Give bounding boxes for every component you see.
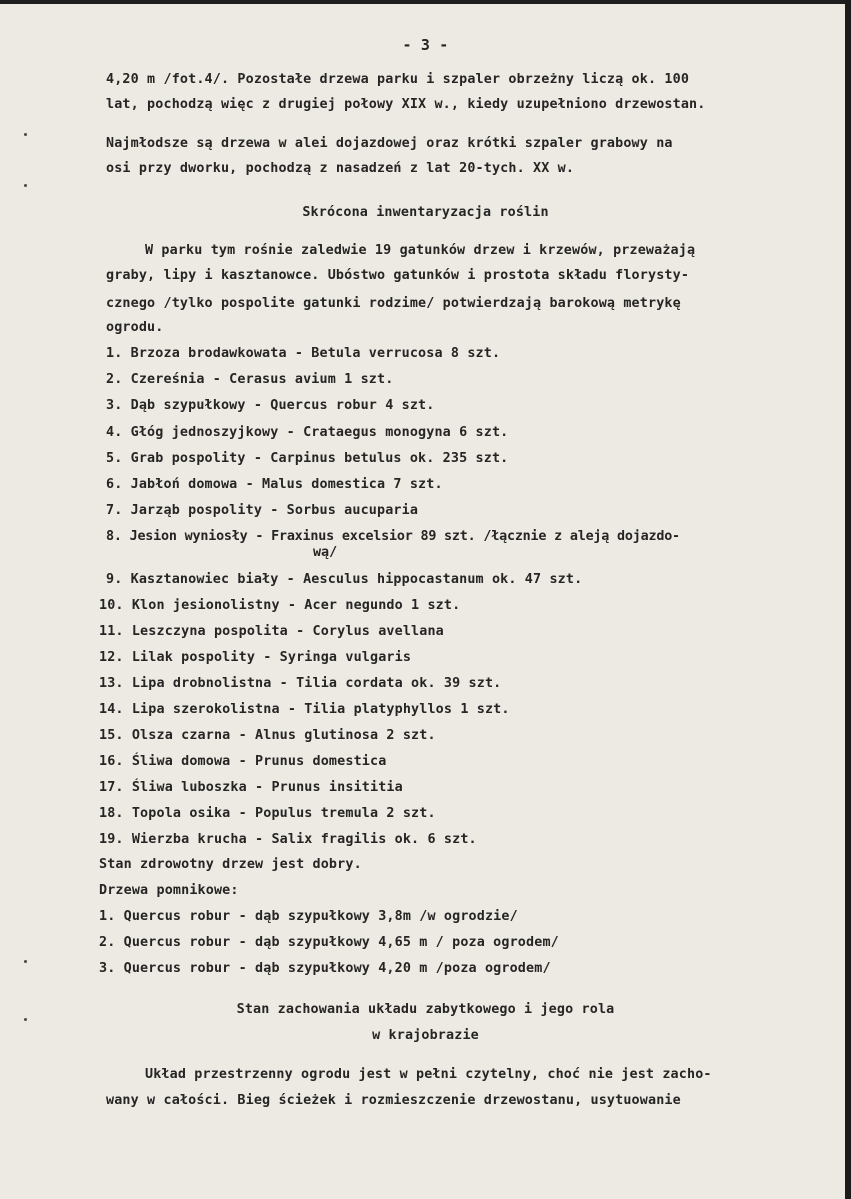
species-item: 5. Grab pospolity - Carpinus betulus ok. 235 szt. [106,451,509,466]
section-heading: Stan zachowania układu zabytkowego i jego rola [236,1002,615,1017]
section-heading: w krajobrazie [372,1028,479,1043]
species-item: 15. Olsza czarna - Alnus glutinosa 2 szt. [99,728,436,743]
species-item: 4. Głóg jednoszyjkowy - Crataegus monogyna 6 szt. [106,425,509,440]
scan-border-top [0,0,851,4]
species-item: 1. Brzoza brodawkowata - Betula verrucosa 8 szt. [106,346,501,361]
paragraph-line: Układ przestrzenny ogrodu jest w pełni czytelny, choć nie jest zacho- [145,1067,712,1082]
species-item: 11. Leszczyna pospolita - Corylus avellana [99,624,444,639]
monument-item: 2. Quercus robur - dąb szypułkowy 4,65 m / poza ogrodem/ [99,935,559,950]
paragraph-line: graby, lipy i kasztanowce. Ubóstwo gatunków i prostota składu florysty- [106,268,690,283]
species-item: 16. Śliwa domowa - Prunus domestica [99,754,387,769]
monument-item: 1. Quercus robur - dąb szypułkowy 3,8m /w ogrodzie/ [99,909,518,924]
margin-dot [24,184,27,187]
species-item: 12. Lilak pospolity - Syringa vulgaris [99,650,412,665]
monuments-heading: Drzewa pomnikowe: [99,883,239,898]
species-item: 18. Topola osika - Populus tremula 2 szt. [99,806,436,821]
species-item: 19. Wierzba krucha - Salix fragilis ok. 6 szt. [99,832,477,847]
page-number: - 3 - [402,36,449,54]
species-item: 2. Czereśnia - Cerasus avium 1 szt. [106,372,394,387]
species-item: 14. Lipa szerokolistna - Tilia platyphyllos 1 szt. [99,702,510,717]
species-item: 13. Lipa drobnolistna - Tilia cordata ok. 39 szt. [99,676,502,691]
species-item-wrap: wą/ [313,545,338,560]
intro-line: 4,20 m /fot.4/. Pozostałe drzewa parku i szpaler obrzeżny liczą ok. 100 [106,72,690,87]
paragraph-line: ogrodu. [106,320,164,335]
species-item: 6. Jabłoń domowa - Malus domestica 7 szt. [106,477,443,492]
paragraph-line: wany w całości. Bieg ścieżek i rozmieszczenie drzewostanu, usytuowanie [106,1093,681,1108]
species-item: 10. Klon jesionolistny - Acer negundo 1 szt. [99,598,461,613]
species-item: 7. Jarząb pospolity - Sorbus aucuparia [106,503,419,518]
intro-line: osi przy dworku, pochodzą z nasadzeń z lat 20-tych. XX w. [106,161,575,176]
margin-dot [24,960,27,963]
species-item: 3. Dąb szypułkowy - Quercus robur 4 szt. [106,398,435,413]
margin-dot [24,133,27,136]
margin-dot [24,1018,27,1021]
intro-line: Najmłodsze są drzewa w alei dojazdowej oraz krótki szpaler grabowy na [106,136,673,151]
health-status: Stan zdrowotny drzew jest dobry. [99,857,362,872]
scan-border-right [845,0,851,1199]
section-heading: Skrócona inwentaryzacja roślin [302,205,549,220]
paragraph-line: cznego /tylko pospolite gatunki rodzime/ potwierdzają barokową metrykę [106,296,681,311]
monument-item: 3. Quercus robur - dąb szypułkowy 4,20 m /poza ogrodem/ [99,961,551,976]
species-item: 8. Jesion wyniosły - Fraxinus excelsior 89 szt. /łącznie z aleją dojazdo- [106,529,680,544]
species-item: 9. Kasztanowiec biały - Aesculus hippocastanum ok. 47 szt. [106,572,583,587]
intro-line: lat, pochodzą więc z drugiej połowy XIX w., kiedy uzupełniono drzewostan. [106,97,706,112]
paragraph-line: W parku tym rośnie zaledwie 19 gatunków drzew i krzewów, przeważają [145,243,696,258]
species-item: 17. Śliwa luboszka - Prunus insititia [99,780,403,795]
